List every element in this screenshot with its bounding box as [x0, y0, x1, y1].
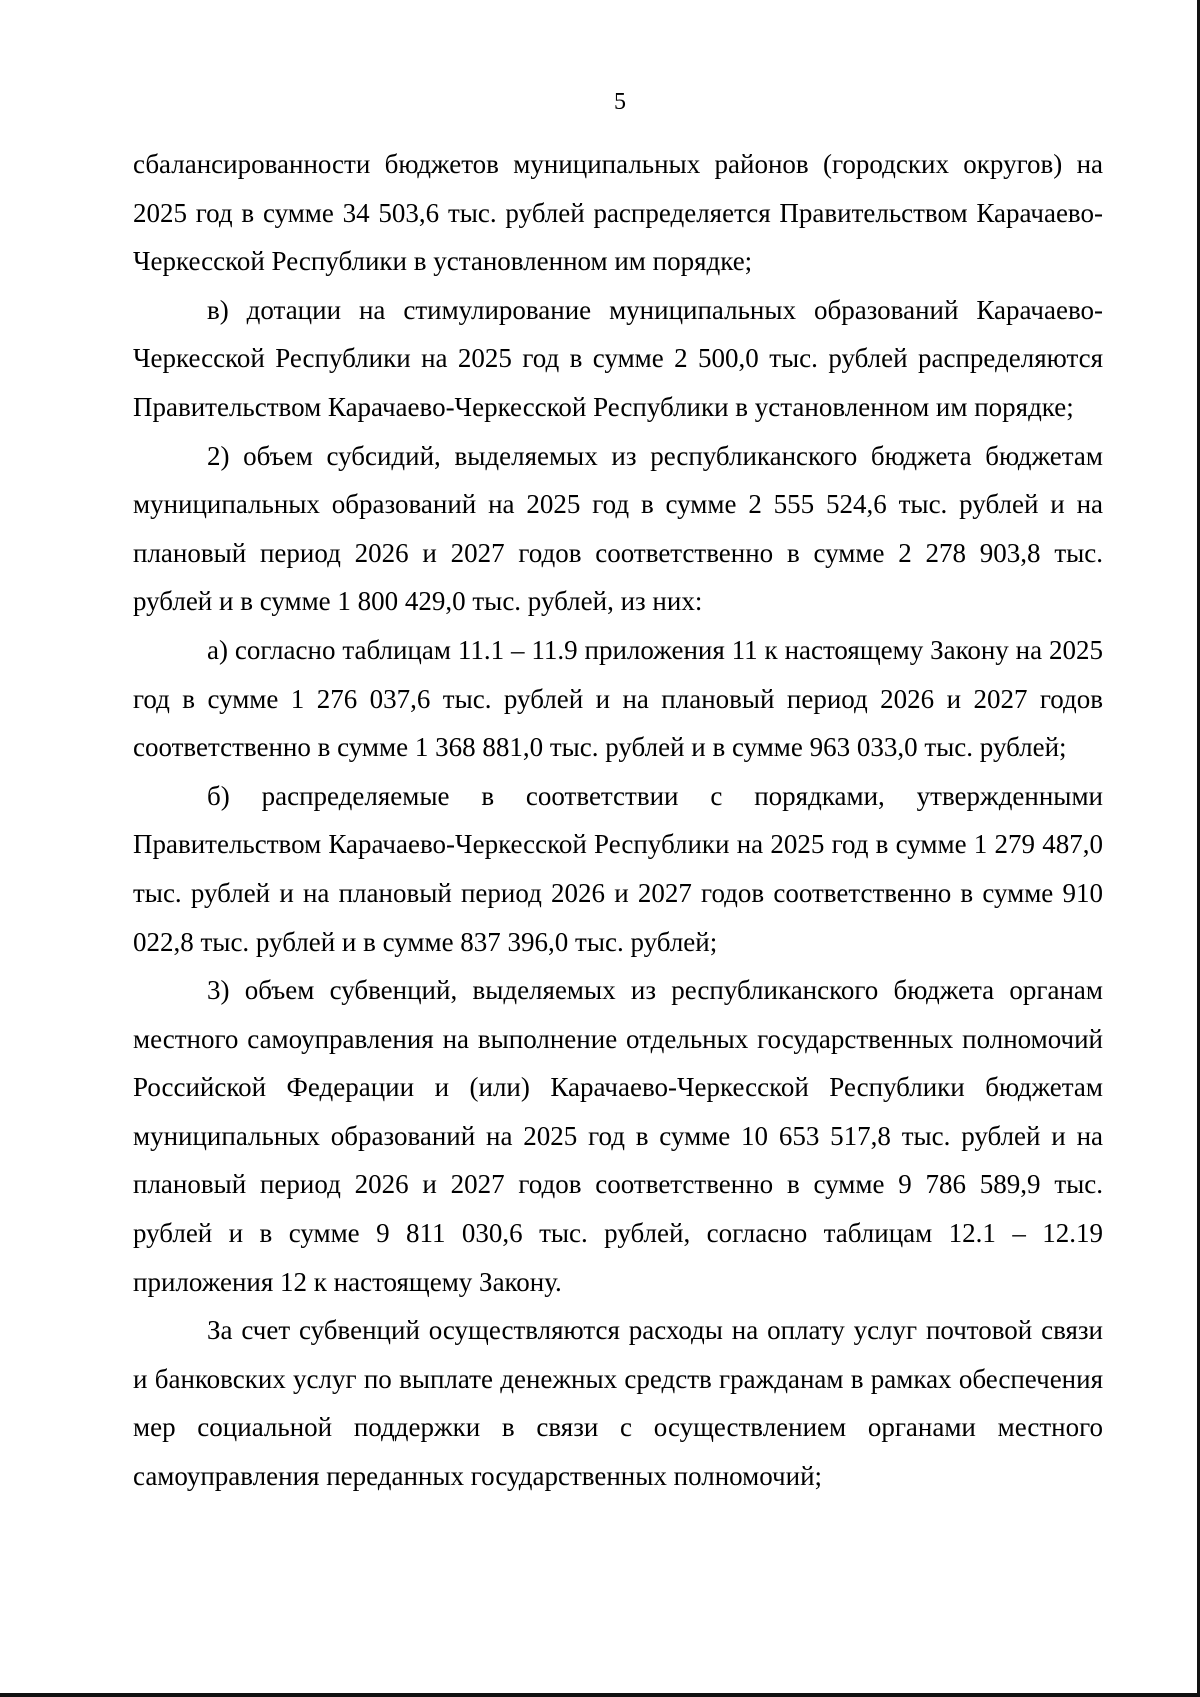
document-body [133, 140, 1103, 1501]
paragraph-item-b: б) распределяемые в соответствии с порядками, утвержденными Правительством Карачаево-Черкесской Республики на 2025 год в сумме 1 279 487,0 тыс. рублей и на плановый период 2026 и 2027 годов соответственно в сумме 910 022,8 тыс. рублей и в сумме 837 396,0 тыс. рублей; [133, 780, 1103, 957]
paragraph-subventions-note: За счет субвенций осуществляются расходы на оплату услуг почтовой связи и банковских услуг по выплате денежных средств гражданам в рамках обеспечения мер социальной поддержки в связи с осуществлением органами местного самоуправления переданных государственных полномочий; [133, 1315, 1103, 1492]
paragraph-item-3: 3) объем субвенций, выделяемых из республиканского бюджета органам местного самоуправления на выполнение отдельных государственных полномочий Российской Федерации и (или) Карачаево-Черкесской Республики бюджетам муниципальных образований на 2025 год в сумме 10 653 517,8 тыс. рублей и на плановый период 2026 и 2027 годов соответственно в сумме 9 786 589,9 тыс. рублей и в сумме 9 811 030,6 тыс. рублей, согласно таблицам 12.1 – 12.19 приложения 12 к настоящему Закону. [133, 975, 1103, 1297]
paragraph-item-a: а) согласно таблицам 11.1 – 11.9 приложения 11 к настоящему Закону на 2025 год в сумме 1 276 037,6 тыс. рублей и на плановый период 2026 и 2027 годов соответственно в сумме 1 368 881,0 тыс. рублей и в сумме 963 033,0 тыс. рублей; [133, 634, 1103, 763]
paragraph-item-v: в) дотации на стимулирование муниципальных образований Карачаево-Черкесской Республики на 2025 год в сумме 2 500,0 тыс. рублей распределяются Правительством Карачаево-Черкесской Республики в установленном им порядке; [133, 294, 1103, 422]
paragraph-continuation: сбалансированности бюджетов муниципальных районов (городских округов) на 2025 год в сумме 34 503,6 тыс. рублей распределяется Правительством Карачаево-Черкесской Республики в установленном им порядке; [133, 149, 1103, 277]
paragraph-item-2: 2) объем субсидий, выделяемых из республиканского бюджета бюджетам муниципальных образований на 2025 год в сумме 2 555 524,6 тыс. рублей и на плановый период 2026 и 2027 годов соответственно в сумме 2 278 903,8 тыс. рублей и в сумме 1 800 429,0 тыс. рублей, из них: [133, 440, 1103, 617]
page-edge-bottom [0, 1693, 1200, 1697]
page-number: 5 [614, 89, 626, 115]
